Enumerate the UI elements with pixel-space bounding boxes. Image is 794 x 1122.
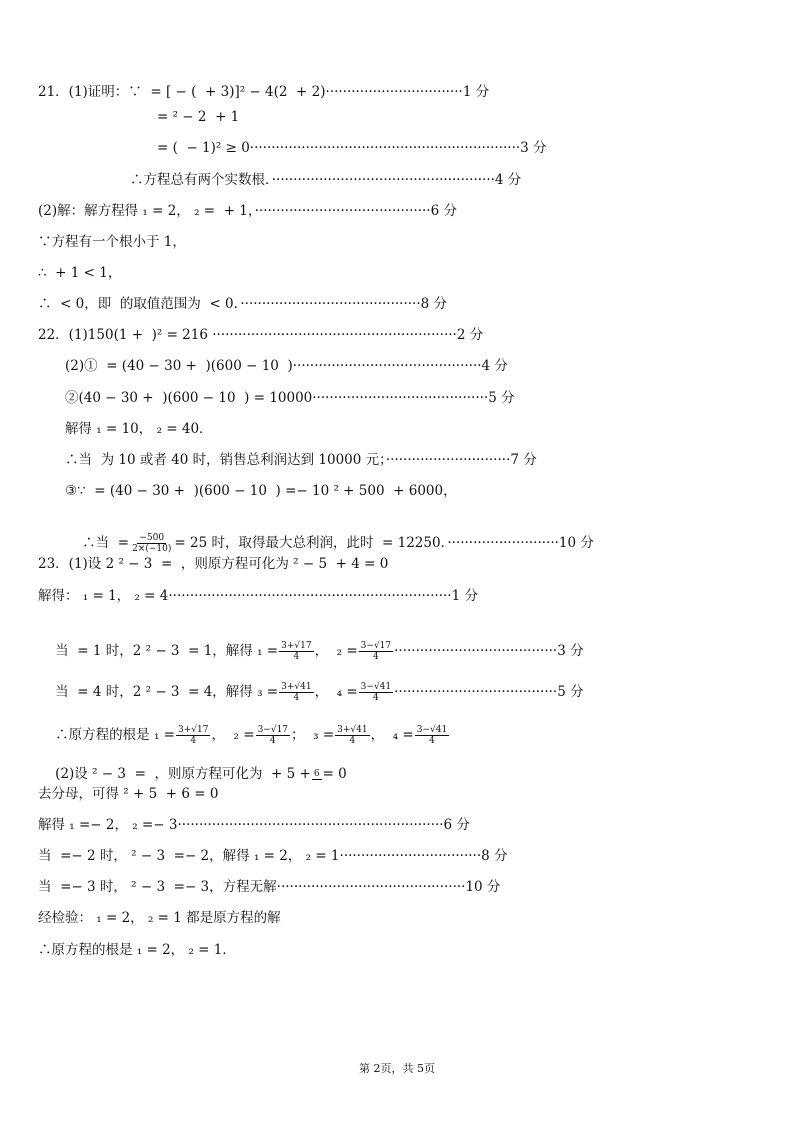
fraction-denominator: 4 — [293, 693, 300, 703]
fraction-numerator: −500 — [139, 533, 165, 543]
fraction-denominator: 4 — [293, 652, 300, 662]
q23-line-4-text: 当 = 4 时，2 ² − 3 = 4，解得 ₃ = — [55, 684, 279, 700]
q22-line-7-rest: = 25 时，取得最大总利润，此时 = 12250．··························10 分 — [174, 535, 594, 551]
q21-part2-line-1: (2)解：解方程得 ₁ = 2， ₂ = + 1，·········································6 分 — [38, 203, 457, 219]
q21-part2-line-3: ∴ + 1 < 1， — [38, 265, 122, 281]
separator: ， ₄ = — [314, 684, 358, 700]
q22-line-5: ∴当 为 10 或者 40 时，销售总利润达到 10000 元；·····························7 分 — [65, 452, 537, 468]
q21-line-3: = ( − 1)² ≥ 0·······························································3 分 — [157, 140, 547, 156]
q23-line-2: 解得： ₁ = 1， ₂ = 4··································································1 分 — [38, 588, 478, 604]
q23-part2-line-1-tail: = 0 — [322, 766, 347, 782]
q23-part2-line-2: 去分母，可得 ² + 5 + 6 = 0 — [38, 786, 219, 802]
fraction-root1 — [176, 725, 210, 746]
fraction-3-plus-sqrt17 — [279, 641, 313, 662]
q21-line-1: 21．(1)证明：∵ = [ − ( + 3)]² − 4(2 + 2)································1 分 — [38, 84, 490, 100]
fraction-numerator: 3+√41 — [337, 725, 368, 735]
fraction-denominator: 4 — [190, 736, 197, 746]
score-leader: ······································5 分 — [394, 684, 584, 700]
separator: ， ₂ = — [314, 643, 358, 659]
q21-line-4: ∴方程总有两个实数根．····················································4 分 — [130, 172, 522, 188]
page-footer: 第 2页，共 5页 — [359, 1062, 435, 1075]
fraction-denominator: 4 — [349, 736, 356, 746]
q23-part2-line-6: 经检验： ₁ = 2， ₂ = 1 都是原方程的解 — [38, 910, 281, 926]
separator: ； ₃ = — [291, 727, 335, 743]
q22-line-6: ③∵ = (40 − 30 + )(600 − 10 ) =− 10 ² + 500 + 6000， — [65, 483, 457, 499]
q21-line-2: = ² − 2 + 1 — [157, 109, 240, 125]
q22-line-1: 22．(1)150(1 + )² = 216 ·························································2 分 — [38, 327, 484, 343]
fraction-denominator: 2×(−10) — [132, 544, 172, 554]
fraction-numerator: 6 — [313, 769, 320, 779]
separator: ， ₂ = — [211, 727, 255, 743]
q23-part2-line-3: 解得 ₁ =− 2， ₂ =− 3······························································6 分 — [38, 817, 470, 833]
fraction-root3 — [335, 725, 369, 746]
q22-line-7-prefix: ∴当 = — [82, 535, 130, 551]
fraction-3-minus-sqrt41 — [359, 682, 393, 703]
fraction-root2 — [256, 725, 290, 746]
q23-part2-line-4: 当 =− 2 时， ² − 3 =− 2，解得 ₁ = 2， ₂ = 1·································8 分 — [38, 848, 508, 864]
fraction-numerator: 3+√17 — [177, 725, 209, 735]
fraction-numerator: 3−√17 — [360, 641, 392, 651]
fraction-numerator: 3−√41 — [416, 725, 448, 735]
separator: ， ₄ = — [370, 727, 414, 743]
q21-part2-line-2: ∵方程有一个根小于 1， — [38, 234, 186, 250]
fraction-3-plus-sqrt41 — [279, 682, 313, 703]
fraction-denominator: 4 — [373, 693, 379, 703]
score-leader: ······································3 分 — [394, 643, 584, 659]
fraction-denominator: 4 — [373, 652, 379, 662]
q23-part2-line-7: ∴原方程的根是 ₁ = 2， ₂ = 1． — [38, 942, 236, 958]
q23-part2-line-1-text: (2)设 ² − 3 = ，则原方程可化为 + 5 + — [55, 766, 311, 782]
q22-line-3: ②(40 − 30 + )(600 − 10 ) = 10000·········································5 分 — [65, 390, 515, 406]
fraction-numerator: 3+√17 — [281, 641, 312, 651]
q23-line-1: 23．(1)设 2 ² − 3 = ，则原方程可化为 ² − 5 + 4 = 0 — [38, 556, 389, 572]
fraction-numerator: 3+√41 — [281, 682, 312, 692]
fraction-neg500 — [130, 533, 173, 554]
q22-line-4: 解得 ₁ = 10， ₂ = 40． — [65, 421, 213, 437]
q22-line-2: (2)① = (40 − 30 + )(600 − 10 )············································4 分 — [65, 358, 508, 374]
fraction-denominator: 4 — [269, 736, 276, 746]
q21-part2-line-4: ∴ < 0，即 的取值范围为 < 0．··········································8 分 — [38, 296, 447, 312]
fraction-6-over-t — [312, 769, 322, 780]
fraction-numerator: 3−√41 — [360, 682, 392, 692]
q23-line-3-text: 当 = 1 时，2 ² − 3 = 1，解得 ₁ = — [55, 643, 279, 659]
q23-part2-line-5: 当 =− 3 时， ² − 3 =− 3，方程无解············································10 分 — [38, 879, 501, 895]
q23-line-5-text: ∴原方程的根是 ₁ = — [55, 727, 175, 743]
fraction-3-minus-sqrt17 — [359, 641, 393, 662]
fraction-numerator: 3−√17 — [257, 725, 289, 735]
fraction-denominator: 4 — [429, 736, 435, 746]
fraction-root4 — [415, 725, 449, 746]
